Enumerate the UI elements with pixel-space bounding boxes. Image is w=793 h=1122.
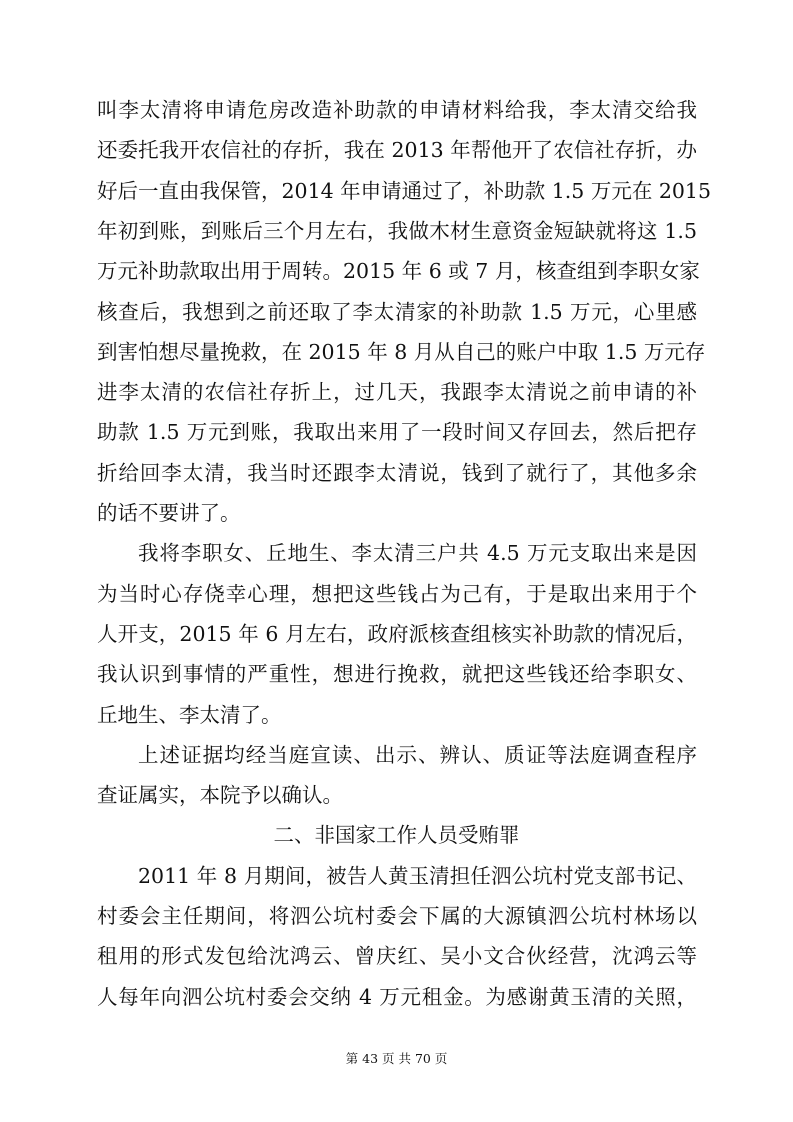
section-heading: 二、非国家工作人员受贿罪 xyxy=(273,823,520,848)
body-text-line: 核查后，我想到之前还取了李太清家的补助款 1.5 万元，心里感 xyxy=(97,299,697,324)
body-text-line: 还委托我开农信社的存折，我在 2013 年帮他开了农信社存折，办 xyxy=(97,138,697,163)
body-text-line: 为当时心存侥幸心理，想把这些钱占为己有，于是取出来用于个 xyxy=(97,581,697,606)
body-text-line: 进李太清的农信社存折上，过几天，我跟李太清说之前申请的补 xyxy=(97,380,697,405)
body-text-line: 折给回李太清，我当时还跟李太清说，钱到了就行了，其他多余 xyxy=(97,460,697,485)
body-text-line: 丘地生、李太清了。 xyxy=(97,702,282,727)
body-text-line: 叫李太清将申请危房改造补助款的申请材料给我，李太清交给我 xyxy=(97,98,697,122)
body-text-line: 我认识到事情的严重性，想进行挽救，就把这些钱还给李职女、 xyxy=(97,662,697,687)
body-text-line: 人开支，2015 年 6 月左右，政府派核查组核实补助款的情况后， xyxy=(97,621,697,646)
body-text-line: 好后一直由我保管，2014 年申请通过了，补助款 1.5 万元在 2015 xyxy=(97,178,712,203)
body-text-line: 到害怕想尽量挽救，在 2015 年 8 月从自己的账户中取 1.5 万元存 xyxy=(97,339,706,364)
paragraph-first-line: 上述证据均经当庭宣读、出示、辨认、质证等法庭调查程序 xyxy=(138,742,697,767)
body-text-line: 租用的形式发包给沈鸿云、曾庆红、吴小文合伙经营，沈鸿云等 xyxy=(97,944,697,969)
page-number-footer: 第 43 页 共 70 页 xyxy=(345,1051,448,1066)
paragraph-first-line: 我将李职女、丘地生、李太清三户共 4.5 万元支取出来是因 xyxy=(138,541,697,566)
body-text-line: 村委会主任期间，将泗公坑村委会下属的大源镇泗公坑村林场以 xyxy=(97,904,697,928)
body-text-line: 助款 1.5 万元到账，我取出来用了一段时间又存回去，然后把存 xyxy=(97,420,697,445)
body-text-line: 年初到账，到账后三个月左右，我做木材生意资金短缺就将这 1.5 xyxy=(97,218,697,243)
body-text-line: 人每年向泗公坑村委会交纳 4 万元租金。为感谢黄玉清的关照， xyxy=(97,984,697,1009)
body-text-line: 万元补助款取出用于周转。2015 年 6 或 7 月，核查组到李职女家 xyxy=(97,259,700,284)
paragraph-first-line: 2011 年 8 月期间，被告人黄玉清担任泗公坑村党支部书记、 xyxy=(138,863,697,888)
body-text-line: 查证属实，本院予以确认。 xyxy=(97,783,343,808)
body-text-line: 的话不要讲了。 xyxy=(97,501,241,525)
